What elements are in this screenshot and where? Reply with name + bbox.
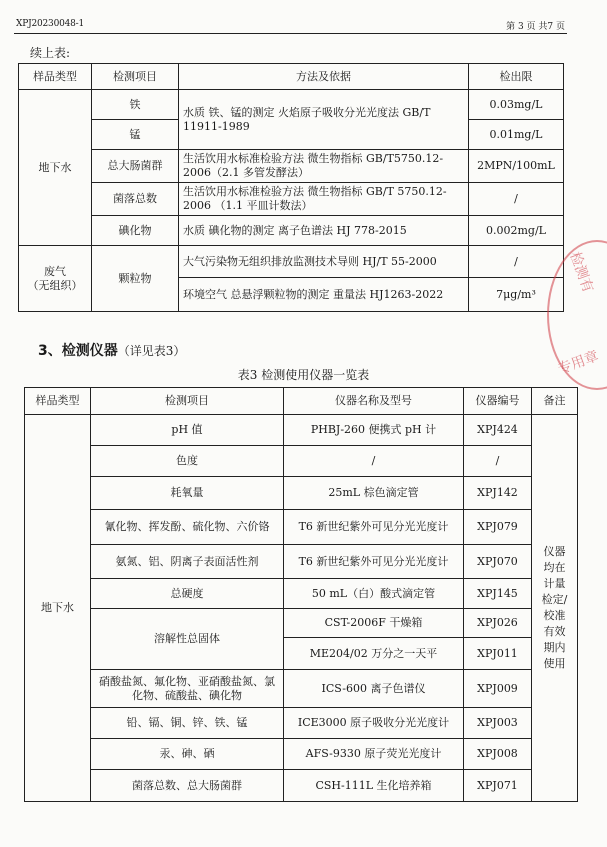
remark-line: 计量 (543, 577, 566, 590)
section-title: 3、检测仪器 (38, 343, 118, 359)
table-row (19, 246, 564, 278)
header-divider (14, 33, 567, 34)
remark-line: 均在 (543, 561, 566, 574)
method-particulates-2: 环境空气 总悬浮颗粒物的测定 重量法 HJ1263-2022 (179, 278, 469, 312)
instrument-cell: CSH-111L 生化培养箱 (284, 770, 464, 802)
instrument-cell: / (284, 446, 464, 477)
item-particulates: 颗粒物 (92, 246, 179, 312)
method-particulates-1: 大气污染物无组织排放监测技术导则 HJ/T 55-2000 (179, 246, 469, 278)
item-cell: pH 值 (91, 415, 284, 446)
method-coliform: 生活饮用水标准检验方法 微生物指标 GB/T5750.12-2006（2.1 多管发酵法） (179, 150, 469, 183)
table-row (25, 739, 578, 770)
continued-label: 续上表: (30, 46, 71, 60)
instrument-id-cell: XPJ070 (464, 545, 532, 579)
instrument-id-cell: XPJ008 (464, 739, 532, 770)
method-iodide: 水质 碘化物的测定 离子色谱法 HJ 778-2015 (179, 216, 469, 246)
instrument-id-cell: XPJ011 (464, 638, 532, 670)
instrument-id-cell: XPJ071 (464, 770, 532, 802)
remark-line: 期内 (543, 641, 566, 654)
col-test-item: 检测项目 (92, 64, 179, 90)
method-fe-mn: 水质 铁、锰的测定 火焰原子吸收分光光度法 GB/T 11911-1989 (179, 90, 469, 150)
instrument-cell: ICS-600 离子色谱仪 (284, 670, 464, 708)
col-sample-type: 样品类型 (19, 64, 92, 90)
col-test-item: 检测项目 (91, 388, 284, 415)
table-row (25, 708, 578, 739)
col-instrument-id: 仪器编号 (464, 388, 532, 415)
remark-cell (532, 415, 578, 802)
instrument-cell: ICE3000 原子吸收分光光度计 (284, 708, 464, 739)
item-cell: 菌落总数、总大肠菌群 (91, 770, 284, 802)
instrument-cell: AFS-9330 原子荧光光度计 (284, 739, 464, 770)
item-cell: 色度 (91, 446, 284, 477)
instrument-cell: CST-2006F 干燥箱 (284, 609, 464, 638)
limit-colony: / (469, 183, 564, 216)
limit-iodide: 0.002mg/L (469, 216, 564, 246)
instrument-id-cell: XPJ142 (464, 477, 532, 510)
limit-coliform: 2MPN/100mL (469, 150, 564, 183)
item-cell: 耗氧量 (91, 477, 284, 510)
table-row (25, 609, 578, 638)
instrument-cell: 25mL 棕色滴定管 (284, 477, 464, 510)
seal-text-top: 检测有 (566, 249, 596, 295)
instrument-id-cell: XPJ026 (464, 609, 532, 638)
limit-particulates-1: / (469, 246, 564, 278)
table-row (25, 446, 578, 477)
item-coliform: 总大肠菌群 (92, 150, 179, 183)
item-cell: 氰化物、挥发酚、硫化物、六价铬 (91, 510, 284, 545)
instrument-cell: ME204/02 万分之一天平 (284, 638, 464, 670)
col-method: 方法及依据 (179, 64, 469, 90)
instrument-id-cell: XPJ009 (464, 670, 532, 708)
item-cell: 汞、砷、硒 (91, 739, 284, 770)
instrument-id-cell: XPJ079 (464, 510, 532, 545)
item-colony: 菌落总数 (92, 183, 179, 216)
table-row (25, 579, 578, 609)
item-cell: 总硬度 (91, 579, 284, 609)
instrument-cell: T6 新世纪紫外可见分光光度计 (284, 510, 464, 545)
exhaust-sublabel: （无组织） (27, 278, 83, 292)
table-row (25, 477, 578, 510)
limit-particulates-2: 7μg/m³ (469, 278, 564, 312)
item-cell: 氨氮、铝、阴离子表面活性剂 (91, 545, 284, 579)
instrument-id-cell: XPJ424 (464, 415, 532, 446)
table-row (19, 183, 564, 216)
page-indicator: 第 3 页 共7 页 (506, 22, 565, 32)
table-row (25, 415, 578, 446)
remark-line: 校准 (543, 609, 566, 622)
instrument-id-cell: / (464, 446, 532, 477)
limit-manganese: 0.01mg/L (469, 120, 564, 150)
limit-iron: 0.03mg/L (469, 90, 564, 120)
table-caption: 表3 检测使用仪器一览表 (237, 368, 370, 382)
table-row (19, 90, 564, 120)
sample-type-groundwater: 地下水 (19, 90, 92, 246)
table-row (25, 545, 578, 579)
exhaust-label: 废气 (44, 264, 66, 278)
instrument-id-cell: XPJ145 (464, 579, 532, 609)
item-iodide: 碘化物 (92, 216, 179, 246)
section-heading (38, 340, 185, 360)
section-note: （详见表3） (117, 344, 186, 358)
item-manganese: 锰 (92, 120, 179, 150)
item-cell: 溶解性总固体 (91, 609, 284, 670)
col-sample-type: 样品类型 (25, 388, 91, 415)
instrument-cell: T6 新世纪紫外可见分光光度计 (284, 545, 464, 579)
table-row (25, 770, 578, 802)
table-row (19, 150, 564, 183)
seal-text-bottom: 专用章 (555, 348, 601, 378)
table-row (25, 510, 578, 545)
table-row (25, 670, 578, 708)
instrument-table (24, 387, 578, 802)
col-remark: 备注 (532, 388, 578, 415)
remark-line: 使用 (543, 657, 566, 670)
method-colony: 生活饮用水标准检验方法 微生物指标 GB/T 5750.12-2006 （1.1 平皿计数法） (179, 183, 469, 216)
sample-type-exhaust (19, 246, 92, 312)
remark-line: 有效 (543, 625, 566, 638)
remark-line: 仪器 (543, 545, 566, 558)
remark-line: 检定/ (541, 593, 568, 606)
item-cell: 硝酸盐氮、氟化物、亚硝酸盐氮、氯化物、硫酸盐、碘化物 (91, 670, 284, 708)
sample-type-groundwater: 地下水 (25, 415, 91, 802)
report-number: XPJ20230048-1 (16, 19, 85, 29)
instrument-cell: 50 mL（白）酸式滴定管 (284, 579, 464, 609)
instrument-cell: PHBJ-260 便携式 pH 计 (284, 415, 464, 446)
method-table-header (19, 64, 564, 90)
method-table (18, 63, 564, 312)
table-row (19, 216, 564, 246)
item-cell: 铅、镉、铜、锌、铁、锰 (91, 708, 284, 739)
instrument-id-cell: XPJ003 (464, 708, 532, 739)
col-instrument: 仪器名称及型号 (284, 388, 464, 415)
item-iron: 铁 (92, 90, 179, 120)
instrument-table-header (25, 388, 578, 415)
col-detection-limit: 检出限 (469, 64, 564, 90)
